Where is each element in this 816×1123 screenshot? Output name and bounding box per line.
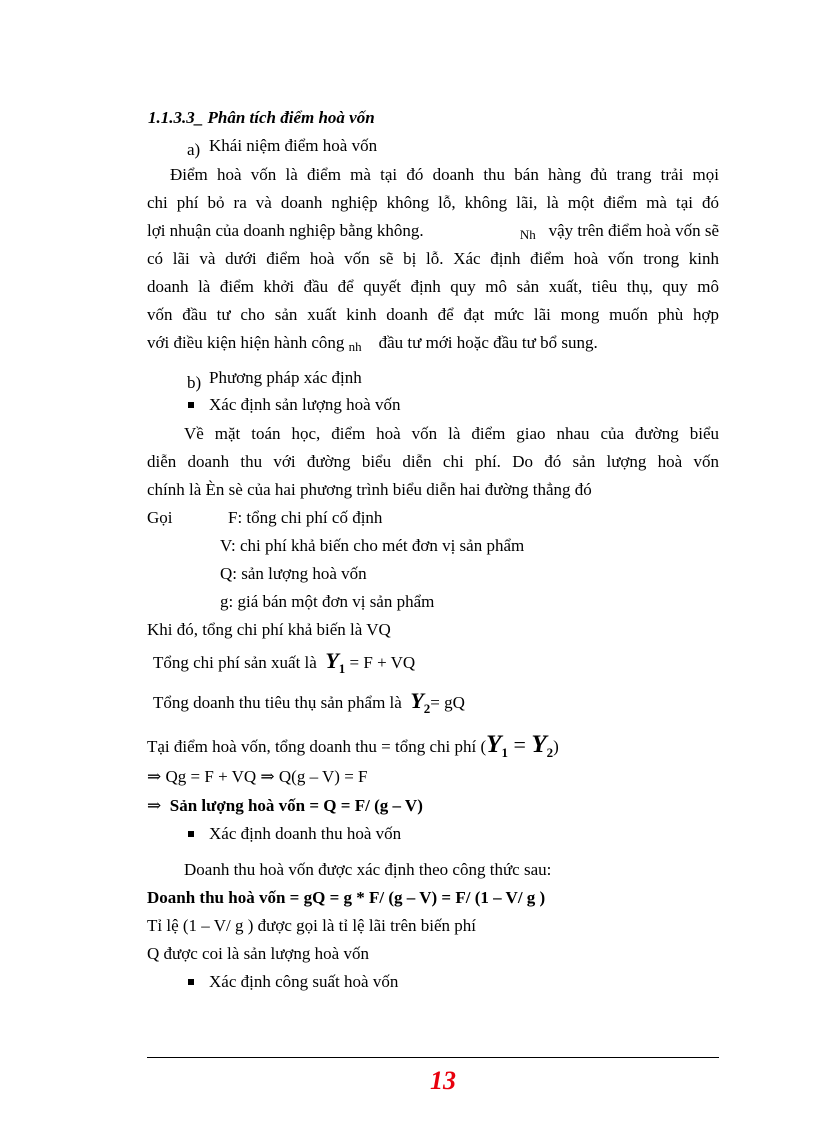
sub-a-marker: a) [187, 140, 201, 159]
bullet1-text: Xác định sản lượng hoà vốn [209, 395, 401, 414]
ratio-note: Tỉ lệ (1 – V/ g ) được gọi là tỉ lệ lãi trên biến phí [147, 916, 477, 935]
equation-breakeven [147, 731, 559, 760]
eq3-text: Tại điểm hoà vốn, tổng doanh thu = tổng chi phí ( [147, 737, 487, 756]
eq2-var: Y [410, 688, 424, 713]
para1-line2: chi phí bỏ ra và doanh nghiệp không lỗ, không lãi, là một điểm mà tại đó [147, 193, 719, 212]
bullet2-text: Xác định doanh thu hoà vốn [209, 824, 402, 843]
bullet3-text: Xác định công suất hoà vốn [209, 972, 399, 991]
bullet-square-icon [188, 831, 194, 837]
eq1-subscript: 1 [338, 661, 346, 676]
derivation-line-2 [147, 796, 423, 816]
eq2-text: Tổng doanh thu tiêu thụ sản phẩm là [153, 693, 402, 712]
para2-line3: chính là Èn sè của hai phương trình biểu diễn hai đường thẳng đó [147, 480, 592, 499]
eq1-var: Y [325, 648, 339, 673]
para2-line2: diễn doanh thu với đường biểu diễn chi phí. Do đó sản lượng hoà vốn [147, 452, 719, 471]
equation-total-cost [153, 648, 416, 676]
footer-rule [147, 1057, 719, 1058]
para1-line3-a: lợi nhuận của doanh nghiệp bằng không. [147, 221, 424, 240]
goi-item: V: chi phí khả biến cho mét đơn vị sản phẩm [220, 536, 525, 555]
para1-line3-b: vậy trên điểm hoà vốn sẽ [548, 221, 719, 240]
goi-label: Gọi [147, 508, 173, 527]
breakeven-quantity-formula: Sản lượng hoà vốn = Q = F/ (g – V) [169, 796, 423, 815]
para1-line7 [147, 333, 598, 354]
para1-line3-rest [520, 221, 719, 242]
eq1-rhs: = F + VQ [349, 653, 416, 672]
sub-a-title: Khái niệm điểm hoà vốn [209, 136, 378, 155]
para2-line1: Về mặt toán học, điểm hoà vốn là điểm giao nhau của đường biểu [184, 424, 719, 443]
eq3-equals: = [507, 732, 532, 757]
goi-item: F: tổng chi phí cố định [228, 508, 383, 527]
goi-item: g: giá bán một đơn vị sản phẩm [220, 592, 435, 611]
eq3-var-2: Y [531, 731, 547, 758]
para1-line7-a: với điều kiện hiện hành công [147, 333, 345, 352]
q-note: Q được coi là sản lượng hoà vốn [147, 944, 369, 963]
eq3-var-1: Y [486, 731, 502, 758]
eq3-subscript-1: 1 [501, 745, 508, 760]
bullet-square-icon [188, 979, 194, 985]
goi-item: Q: sản lượng hoà vốn [220, 564, 367, 583]
para1-line7-b: đầu tư mới hoặc đầu tư bổ sung. [378, 333, 598, 352]
sub-b-title: Phương pháp xác định [209, 368, 362, 387]
para1-line3-fragment: Nh [519, 227, 536, 242]
page-number: 13 [430, 1066, 456, 1095]
khi-do-line: Khi đó, tổng chi phí khả biến là VQ [147, 620, 391, 639]
implies-arrow: ⇒ [147, 796, 162, 815]
equation-total-revenue [153, 688, 465, 716]
eq3-subscript-2: 2 [546, 745, 554, 760]
eq2-subscript: 2 [423, 701, 431, 716]
para1-line3 [147, 221, 719, 242]
eq2-rhs: = gQ [430, 693, 465, 712]
para1-line4: có lãi và dưới điểm hoà vốn sẽ bị lỗ. Xác định điểm hoà vốn trong kinh [147, 249, 719, 268]
revenue-formula: Doanh thu hoà vốn = gQ = g * F/ (g – V) = F/ (1 – V/ g ) [147, 888, 546, 907]
para1-line5: doanh là điểm khởi đầu để quyết định quy mô sản xuất, tiêu thụ, quy mô [147, 277, 719, 296]
bullet-square-icon [188, 402, 194, 408]
para1-line1: Điểm hoà vốn là điểm mà tại đó doanh thu bán hàng đủ trang trải mọi [170, 165, 719, 184]
eq3-close: ) [553, 737, 559, 756]
derivation-line-1: ⇒ Qg = F + VQ ⇒ Q(g – V) = F [147, 767, 368, 786]
sub-b-marker: b) [187, 373, 202, 392]
section-heading: 1.1.3.3_ Phân tích điểm hoà vốn [148, 108, 375, 127]
eq1-text: Tổng chi phí sản xuất là [153, 653, 317, 672]
para1-line7-fragment: nh [348, 339, 362, 354]
para3-text: Doanh thu hoà vốn được xác định theo công thức sau: [184, 860, 552, 879]
para1-line6: vốn đầu tư cho sản xuất kinh doanh để đạt mức lãi mong muốn phù hợp [147, 305, 719, 324]
